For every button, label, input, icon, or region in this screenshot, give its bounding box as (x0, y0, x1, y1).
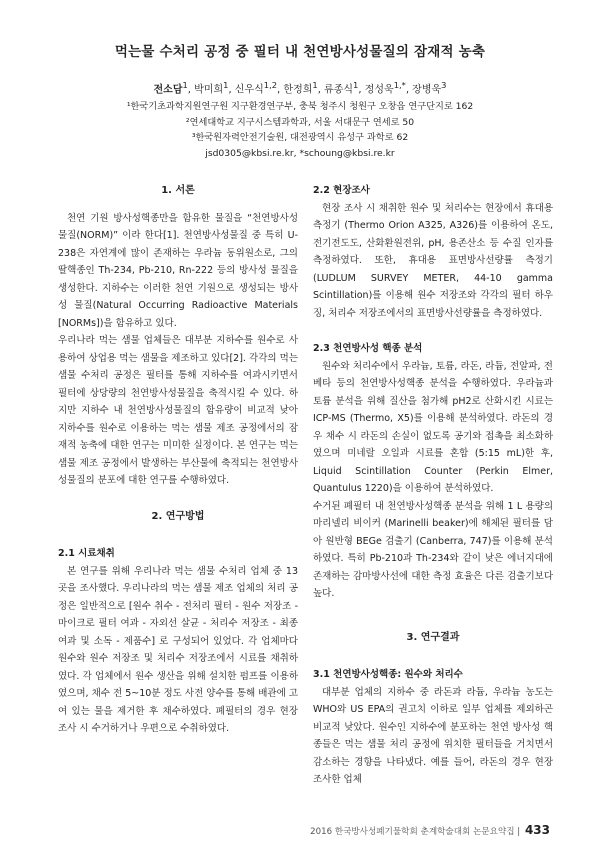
author: , 류종식 (317, 84, 354, 96)
subsection-heading: 2.3 천연방사성 핵종 분석 (313, 343, 423, 354)
page-number: 433 (524, 823, 550, 837)
subsection-heading: 3.1 천연방사성핵종: 원수와 처리수 (313, 669, 463, 680)
author-sup: 1,2 (263, 80, 278, 90)
paragraph: 대부분 업체의 지하수 중 라돈과 라듐, 우라늄 농도는 WHO와 US EPA의 권고치 이하로 일부 업체를 제외하곤 비교적 낮았다. 원수인 지하수에 분포하는 천연 방사성 핵종들은 먹는 샘물 처리 공정에 위치한 필터들을 거치면서 감소하는 경향을 나타냈다. 예를 들어, 라돈의 경우 현장 조사한 업체 (313, 686, 553, 785)
subsection-heading: 2.2 현장조사 (313, 185, 370, 196)
right-column (313, 182, 553, 789)
first-author: 전소담 (153, 84, 183, 96)
author-list (0, 80, 600, 95)
author-sup: 1 (223, 80, 229, 90)
affiliation-line: ²연세대학교 지구시스템과학과, 서울 서대문구 연세로 50 (185, 116, 415, 128)
paragraph: 원수와 처리수에서 우라늄, 토륨, 라돈, 라듐, 전알파, 전베타 등의 천연방사성핵종 분석을 수행하였다. 우라늄과 토륨 분석을 위해 질산을 첨가해 pH2로 산화시킨 시료는 ICP-MS (Thermo, X5)를 이용해 분석하였다. 라돈의 경우 채수 시 라돈의 손실이 없도록 공기와 접촉을 최소화하였으며 미네랄 오일과 시료를 혼합 (5:15 mL)한 후, Liquid Scintillation Counter (Perkin Elmer, Quantulus 1220)을 이용하여 분석하였다. (313, 360, 553, 494)
author-sup: 1 (182, 80, 188, 90)
author-sup: 3 (441, 80, 447, 90)
author-sup: 1 (353, 80, 359, 90)
author: , 신우식 (228, 84, 264, 96)
contact-emails: jsd0305@kbsi.re.kr, *schoung@kbsi.re.kr (205, 147, 395, 159)
section-heading-methods: 2. 연구방법 (151, 510, 205, 522)
paragraph: 천연 기원 방사성핵종만을 함유한 물질을 “천연방사성물질(NORM)” 이라 한다[1]. 천연방사성물질 중 특히 U-238은 자연계에 많이 존재하는 우라늄 동위원소로, 그의 딸핵종인 Th-234, Pb-210, Rn-222 등의 방사성 물질을 생성한다. 지하수는 이러한 천연 기원으로 생성되는 방사성 물질(Natural Occurring Radioactive Materials [NORMs])을 함유하고 있다. (58, 212, 298, 329)
subsection-heading: 2.1 시료채취 (58, 548, 115, 559)
author: , 한정희 (277, 84, 313, 96)
author: , 정성욱 (358, 84, 394, 96)
paragraph: 본 연구를 위해 우리나라 먹는 샘물 수처리 업체 중 13곳을 조사했다. 우리나라의 먹는 샘물 제조 업체의 처리 공정은 일반적으로 [원수 취수 - 전처리 필터 - 원수 저장조 - 마이크로 필터 여과 - 자외선 살균 - 처리수 저장조 - 최종 여과 및 소독 - 제품수] 로 구성되어 있었다. 각 업체마다 원수와 원수 저장조 및 처리수 저장조에서 시료를 채취하였다. 각 업체에서 원수 생산을 위해 설치한 펌프를 이용하였으며, 채수 전 5~10분 정도 사전 양수를 통해 배관에 고여 있는 물을 제거한 후 채수하였다. 폐필터의 경우 현장 조사 시 수거하거나 우편으로 수취하였다. (58, 565, 298, 734)
left-column (58, 182, 298, 738)
paper-title: 먹는물 수처리 공정 중 필터 내 천연방사성물질의 잠재적 농축 (114, 44, 486, 60)
author-sup: 1,* (393, 80, 406, 90)
section-heading-intro: 1. 서론 (161, 185, 195, 196)
paragraph: 수거된 폐필터 내 천연방사성핵종 분석을 위해 1 L 용량의 마리넬리 비이커 (Marinelli beaker)에 해체된 필터를 담아 원반형 BEGe 검출기 (Canberra, 747)를 이용해 분석하였다. 특히 Pb-210과 Th-234와 같이 낮은 에너지대에 존재하는 감마방사선에 대한 측정 효율은 다른 검출기보다 높다. (313, 500, 553, 599)
page-footer (310, 823, 550, 837)
author-sup: 1 (312, 80, 318, 90)
footer-text: 2016 한국방사성폐기물학회 춘계학술대회 논문요약집 | (310, 827, 521, 837)
affiliations (0, 99, 600, 161)
paragraph: 우리나라 먹는 샘물 업체들은 대부분 지하수를 원수로 사용하여 상업용 먹는 샘물을 제조하고 있다[2]. 각각의 먹는 샘물 수처리 공정은 필터를 통해 지하수를 여과시키면서 필터에 상당량의 천연방사성물질을 축적시킬 수 있다. 하지만 지하수 내 천연방사성물질의 함유량이 비교적 낮아 지하수를 원수로 이용하는 먹는 샘물 제조 공정에서의 잠재적 농축에 대한 연구는 미미한 실정이다. 본 연구는 먹는 샘물 제조 공정에서 발생하는 부산물에 축적되는 천연방사성물질의 분포에 대한 연구를 수행하였다. (58, 335, 298, 486)
affiliation-line: ³한국원자력안전기술원, 대전광역시 유성구 과학로 62 (191, 132, 409, 144)
author: , 박미희 (187, 84, 224, 96)
section-heading-results: 3. 연구결과 (406, 631, 460, 643)
affiliation-line: ¹한국기초과학지원연구원 지구환경연구부, 충북 청주시 청원구 오창읍 연구단지로 162 (126, 101, 474, 112)
paragraph: 현장 조사 시 채취한 원수 및 처리수는 현장에서 휴대용 측정기 (Thermo Orion A325, A326)를 이용하여 온도, 전기전도도, 산화환원전위, pH, 용존산소 등 수질 인자를 측정하였다. 또한, 휴대용 표면방사선량률 측정기 (LUDLUM SURVEY METER, 44-10 gamma Scintillation)를 이용해 원수 저장조와 각각의 필터 하우징, 처리수 저장조에서의 표면방사선량률을 측정하였다. (313, 202, 553, 319)
author: , 장병욱 (405, 84, 442, 96)
